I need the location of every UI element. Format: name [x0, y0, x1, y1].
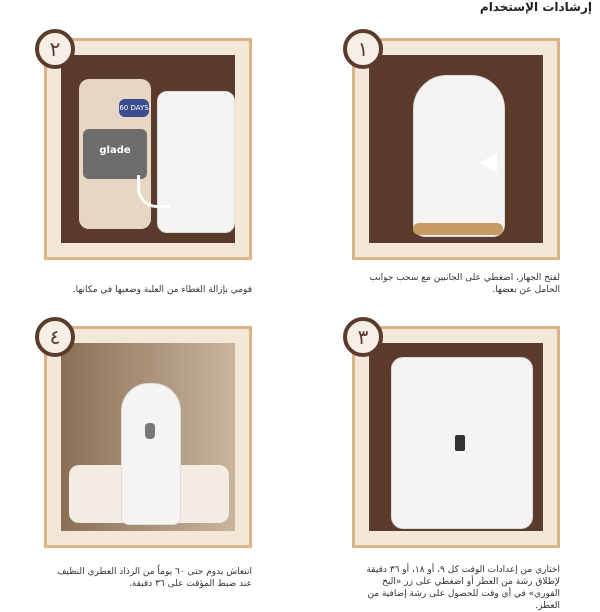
gold-base: [413, 223, 503, 235]
step-2-card: [44, 38, 252, 260]
step-1-badge: ١: [343, 29, 383, 69]
refill-60-days-badge: 60 DAYS: [119, 99, 149, 117]
step-1-caption: لفتح الجهاز، اضغطي على الجانبين مع سحب جوانب الحامل عن بعضها.: [369, 273, 560, 295]
arrow-left-icon: [479, 153, 497, 173]
step-2-image: [61, 55, 235, 243]
page-title: إرشادات الإستخدام: [479, 0, 592, 14]
device-holder: [157, 91, 235, 233]
air-freshener-device: [121, 383, 181, 525]
step-1-image: [369, 55, 543, 243]
step-3-caption: اختاري من إعدادات الوقت كل ٩، أو ١٨، أو ٣٦ دقيقة لإطلاق رشة من العطر أو اضغطي على زر «البخ الفوري» في أي وقت للحصول على رشة إضافية من العطر.: [366, 565, 560, 611]
step-3-card: [352, 326, 560, 548]
refill-label: glade: [83, 129, 147, 179]
step-3-image: [369, 343, 543, 531]
step-3-badge: ٣: [343, 317, 383, 357]
step-4-image: [61, 343, 235, 531]
step-4-card: [44, 326, 252, 548]
step-1-card: [352, 38, 560, 260]
timer-switch: [455, 435, 465, 451]
step-4-badge: ٤: [35, 317, 75, 357]
step-2-badge: ٢: [35, 29, 75, 69]
step-2-caption: قومي بإزالة الغطاء من العلبة وضعيها في مكانها.: [72, 285, 252, 295]
step-4-caption: انتعاش يدوم حتى ٦٠ يوماً من الرذاذ العطري النظيف عند ضبط المؤقت على ٣٦ دقيقة.: [57, 567, 252, 589]
spray-button: [145, 423, 155, 439]
